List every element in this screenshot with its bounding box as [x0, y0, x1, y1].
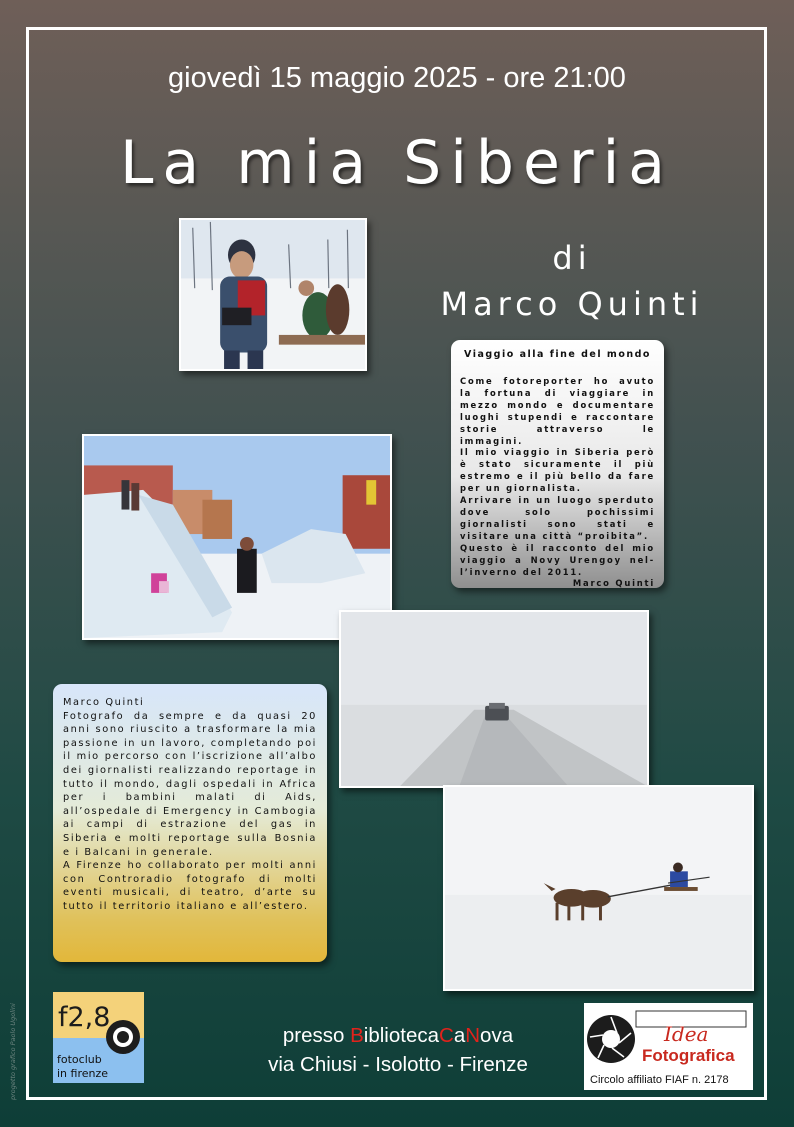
journey-paragraph: Il mio viaggio in Siberia però è stato sicuramente il più estremo e il più bello da fare per un giornalista.: [460, 447, 655, 494]
journey-paragraph: Come fotoreporter ho avuto la fortuna di viaggiare in mezzo mondo e documentare luoghi stupendi e raccontare storie attraverso le immagini.: [460, 376, 655, 446]
photo-reindeer-sled: [443, 785, 754, 991]
fotoclub-logo-line1: fotoclub: [57, 1053, 102, 1066]
journey-title: Viaggio alla fine del mondo: [464, 349, 651, 360]
idea-logo-caption: Circolo affiliato FIAF n. 2178: [590, 1074, 729, 1086]
venue-library: presso BibliotecaCaNova: [282, 1024, 514, 1047]
journey-signature: Marco Quinti: [572, 578, 655, 589]
author-name: Marco Quinti: [440, 285, 704, 323]
idea-fotografica-logo: [584, 1003, 753, 1090]
design-credit: progetto grafico Paolo Ugolini: [9, 1003, 17, 1100]
venue-block: [240, 1021, 556, 1079]
journey-paragraph: Arrivare in un luogo sperduto dove solo pochissimi giornalisti sono stati e visitare una città “proibita”.: [460, 495, 655, 541]
venue-address: via Chiusi - Isolotto - Firenze: [268, 1053, 528, 1076]
poster-title: La mia Siberia: [119, 128, 675, 198]
photo-blizzard-road: [339, 610, 649, 788]
fotoclub-logo-big: f2,8: [58, 1002, 111, 1033]
idea-logo-script: Idea: [664, 1022, 709, 1046]
fotoclub-firenze-logo: [53, 992, 144, 1083]
fotoclub-logo-line2: in firenze: [57, 1067, 109, 1080]
bio-body: [63, 696, 317, 914]
journey-text-box: [451, 340, 664, 588]
bio-name: Marco Quinti: [63, 697, 145, 708]
venue-prefix: presso: [282, 1024, 351, 1047]
bio-text-box: [53, 684, 327, 962]
journey-body: [460, 376, 655, 590]
photo-photographer-portrait: [179, 218, 367, 371]
event-date: giovedì 15 maggio 2025 - ore 21:00: [168, 62, 626, 94]
author-block: [392, 235, 752, 327]
bio-paragraph: A Firenze ho collaborato per molti anni con Controradio fotografo di molti eventi musicali, di teatro, d’arte su tutto il territorio italiano e all’estero.: [63, 860, 317, 912]
bio-paragraph: Fotografo da sempre e da quasi 20 anni sono riuscito a trasformare la mia passione in un lavoro, completando poi il mio percorso con l’iscrizione all’albo dei giornalisti realizzando reportage in tutto il mondo, dagli ospedali in Africa per i bambini malati di Aids, all’ospedale di Emergency in Cambogia ai campi di estrazione del gas in Siberia e molti reportage sulla Bosnia e i Balcani in generale.: [63, 710, 317, 858]
idea-logo-word: Fotografica: [642, 1046, 735, 1065]
author-prefix: di: [552, 239, 592, 277]
journey-paragraph: Questo è il racconto del mio viaggio a Novy Urengoy nel-l’inverno del 2011.: [460, 542, 655, 577]
